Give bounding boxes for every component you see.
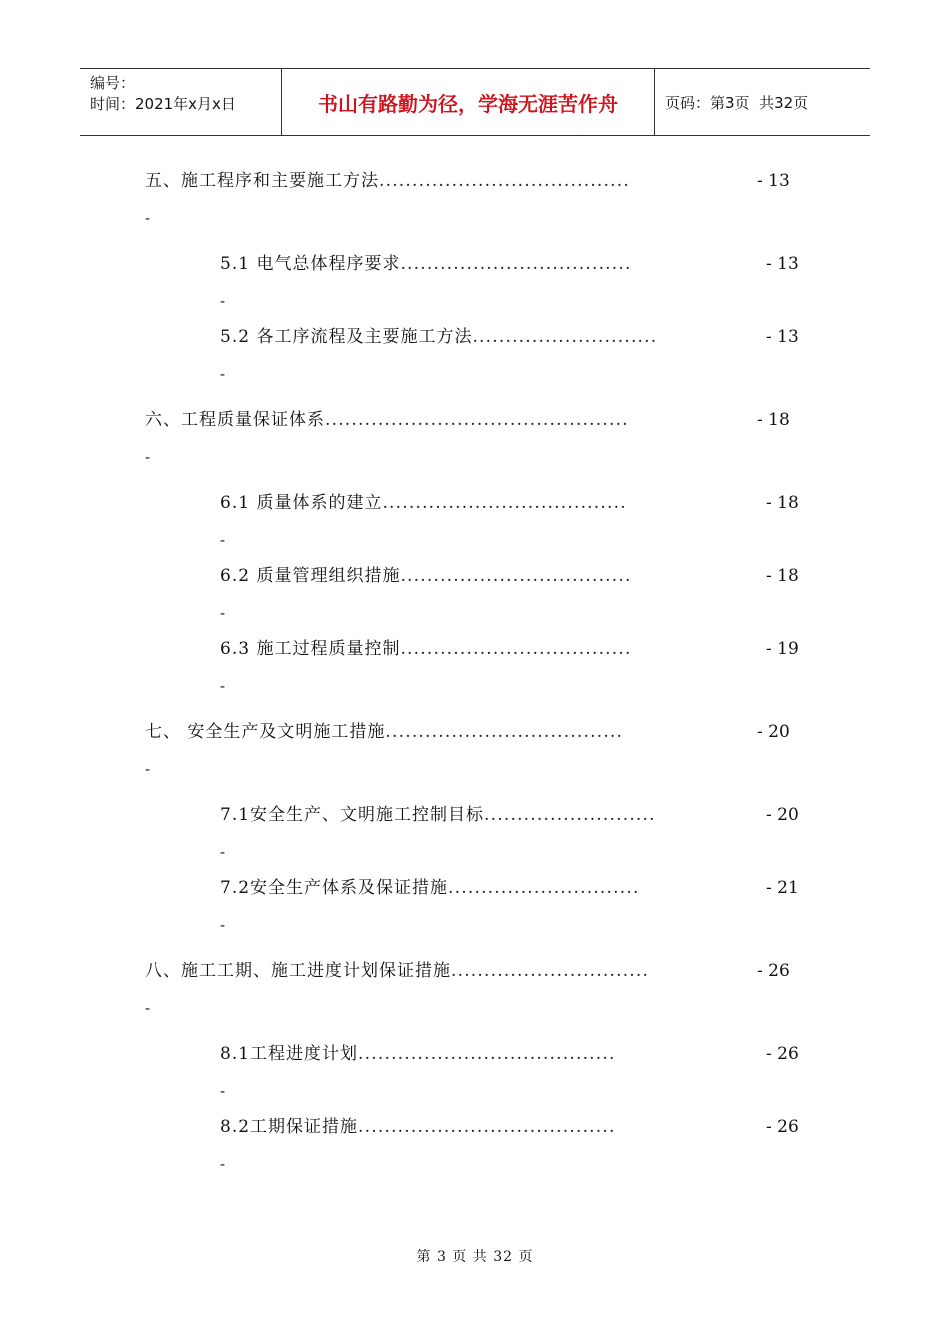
toc-entry-8[interactable] <box>145 960 790 1017</box>
toc-entry-7[interactable] <box>145 721 790 778</box>
toc-page-tail: - <box>220 292 226 310</box>
toc-entry-6-2[interactable] <box>220 565 799 622</box>
toc-entry-7-2[interactable] <box>220 877 799 934</box>
toc-page-tail: - <box>145 448 151 466</box>
toc-leader: ....................................... <box>358 1044 616 1064</box>
toc-page-number: - 26 <box>766 1044 799 1064</box>
toc-title: 5.1 电气总体程序要求 <box>220 254 401 274</box>
toc-page-number: - 26 <box>766 1117 799 1137</box>
toc-entry-6-3[interactable] <box>220 638 799 695</box>
toc-title: 六、工程质量保证体系 <box>145 410 325 430</box>
toc-page-number: - 13 <box>766 254 799 274</box>
toc-page-tail: - <box>145 209 151 227</box>
toc-page-number: - 18 <box>766 493 799 513</box>
toc-title: 八、施工工期、施工进度计划保证措施 <box>145 961 451 981</box>
toc-entry-5-1[interactable] <box>220 253 799 310</box>
toc-entry-5-2[interactable] <box>220 326 799 383</box>
toc-leader: .......................... <box>484 805 656 825</box>
toc-page-tail: - <box>145 760 151 778</box>
toc-page-number: - 13 <box>766 327 799 347</box>
toc-entry-6[interactable] <box>145 409 790 466</box>
toc-entry-5[interactable] <box>145 170 790 227</box>
toc-title: 5.2 各工序流程及主要施工方法 <box>220 327 473 347</box>
toc-leader: ................................... <box>400 254 632 274</box>
toc-page-number: - 18 <box>766 566 799 586</box>
time-label: 时间：2021年x月x日 <box>90 95 236 113</box>
toc-entry-7-1[interactable] <box>220 804 799 861</box>
toc-page-number: - 18 <box>757 410 790 430</box>
toc-page-tail: - <box>220 604 226 622</box>
toc-page-number: - 20 <box>766 805 799 825</box>
toc-leader: .................................... <box>385 722 624 742</box>
toc-title: 七、 安全生产及文明施工措施 <box>145 722 386 742</box>
toc-leader: ....................................... <box>358 1117 616 1137</box>
toc-page-tail: - <box>145 999 151 1017</box>
toc-title: 五、施工程序和主要施工方法 <box>145 171 379 191</box>
toc-leader: ............................ <box>472 327 658 347</box>
toc-title: 6.2 质量管理组织措施 <box>220 566 401 586</box>
toc-page-tail: - <box>220 916 226 934</box>
toc-page-tail: - <box>220 843 226 861</box>
toc-page-tail: - <box>220 677 226 695</box>
toc-page-number: - 19 <box>766 639 799 659</box>
toc-title: 6.1 质量体系的建立 <box>220 493 383 513</box>
toc-page-tail: - <box>220 1082 226 1100</box>
toc-leader: ..................................... <box>382 493 627 513</box>
header-page-info <box>655 69 870 135</box>
toc-page-number: - 21 <box>766 878 799 898</box>
toc-entry-8-1[interactable] <box>220 1043 799 1100</box>
toc-page-number: - 26 <box>757 961 790 981</box>
toc-entry-8-2[interactable] <box>220 1116 799 1173</box>
header-table <box>80 68 870 136</box>
toc-page-number: - 13 <box>757 171 790 191</box>
toc-leader: ............................. <box>448 878 640 898</box>
page-footer: 第 3 页 共 32 页 <box>416 1249 534 1265</box>
toc-leader: .............................. <box>451 961 650 981</box>
toc-page-tail: - <box>220 531 226 549</box>
toc-leader: ...................................... <box>379 171 630 191</box>
toc-leader: ................................... <box>400 639 632 659</box>
toc-page-tail: - <box>220 1155 226 1173</box>
header-meta <box>80 69 282 135</box>
toc-leader: .............................................. <box>325 410 629 430</box>
page-info-text: 页码：第3页 共32页 <box>665 93 809 112</box>
toc-page-number: - 20 <box>757 722 790 742</box>
toc-title: 7.1安全生产、文明施工控制目标 <box>220 805 485 825</box>
toc-title: 6.3 施工过程质量控制 <box>220 639 401 659</box>
toc-title: 8.2工期保证措施 <box>220 1117 359 1137</box>
toc-leader: ................................... <box>400 566 632 586</box>
toc-page-tail: - <box>220 365 226 383</box>
toc-entry-6-1[interactable] <box>220 492 799 549</box>
header-motto: 书山有路勤为径，学海无涯苦作舟 <box>282 69 655 135</box>
toc-title: 8.1工程进度计划 <box>220 1044 359 1064</box>
toc-title: 7.2安全生产体系及保证措施 <box>220 878 449 898</box>
number-label: 编号： <box>90 74 136 92</box>
